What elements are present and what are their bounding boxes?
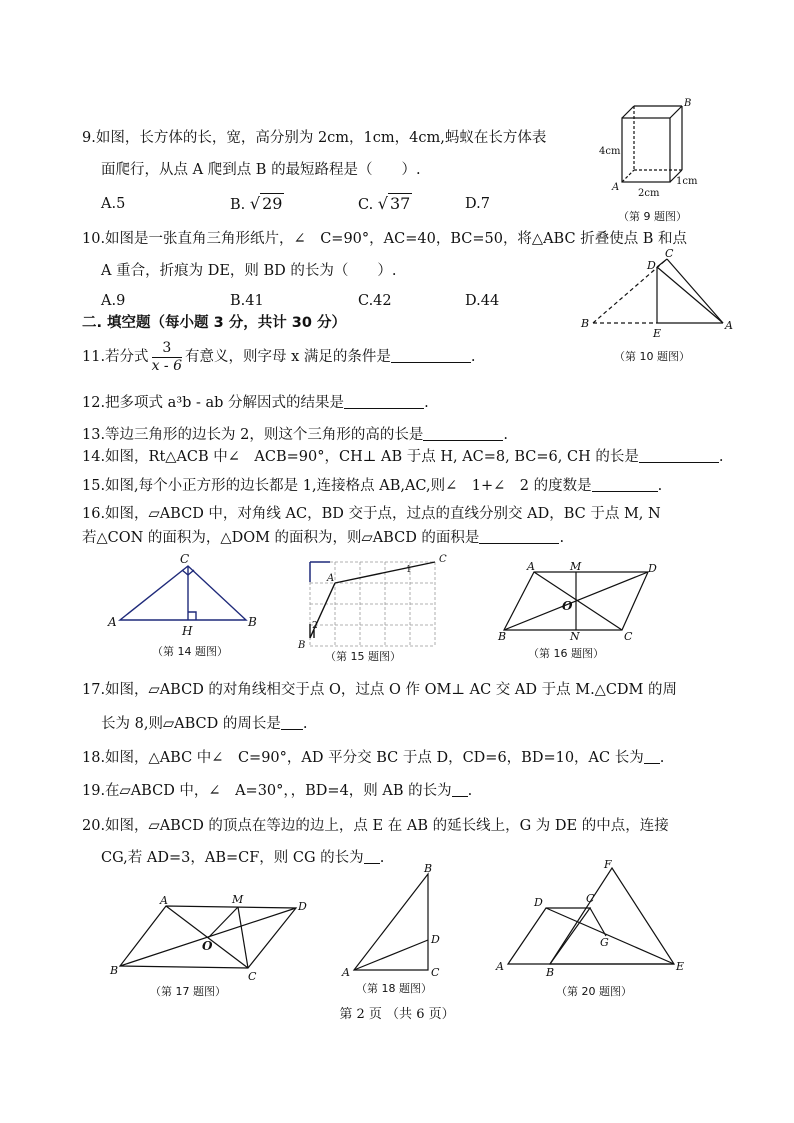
q15: 15.如图,每个小正方形的边长都是 1,连接格点 AB,AC,则∠ 1+∠ 2 的度数是 . [82, 478, 663, 494]
q10-line1: 10.如图是一张直角三角形纸片，∠ C=90°，AC=40，BC=50，将△ABC 折叠使点 B 和点 [82, 231, 688, 247]
q11-fraction: $\frac{3}{x - 6}$ [151, 339, 182, 374]
fig18-label-a: A [342, 966, 350, 979]
q16-line2: 若△CON 的面积为，△DOM 的面积为，则▱ABCD 的面积是 . [82, 530, 565, 546]
fig15-label-c: C [439, 554, 447, 565]
fig17-label-c: C [248, 970, 257, 982]
q18: 18.如图，△ABC 中∠ C=90°，AD 平分交 BC 于点 D，CD=6，BD=10，AC 长为 . [82, 750, 665, 766]
q10-option-d: D.44 [465, 293, 500, 309]
fig16-label-a: A [527, 560, 535, 573]
fig20-label-b: B [546, 966, 555, 979]
q10-option-c: C.42 [358, 293, 392, 309]
fig10-label-d: D [647, 259, 656, 272]
fig10-label-e: E [653, 327, 662, 340]
fig17-label-b: B [110, 964, 119, 977]
q12-answer-blank[interactable] [344, 393, 424, 409]
q9-option-c-radicand: 37 [390, 194, 411, 213]
fig16-label-c: C [624, 630, 633, 643]
q10-option-b: B.41 [230, 293, 264, 309]
q11: 11.若分式 $\frac{3}{x - 6}$ 有意义，则字母 x 满足的条件是 . [82, 339, 476, 374]
q19: 19.在▱ABCD 中，∠ A=30°，，BD=4，则 AB 的长为 . [82, 783, 473, 799]
fig20-label-c: C [586, 892, 595, 905]
fig15-label-a: A [327, 573, 335, 584]
q19-answer-blank[interactable] [452, 781, 468, 797]
fig20-label-g: G [600, 936, 609, 949]
fig15-label-b: B [298, 640, 306, 651]
q10-line2: A 重合，折痕为 DE，则 BD 的长为（ ）. [101, 263, 397, 279]
fig14-label-b: B [248, 615, 257, 629]
fig16-parallelogram [494, 560, 662, 645]
fig18-label-b: B [424, 862, 433, 875]
fig20-label-f: F [604, 858, 612, 871]
q9-option-b: B. √ 29 [230, 194, 283, 213]
fig18-label-c: C [431, 966, 440, 979]
fig20-label-a: A [496, 960, 504, 973]
fig17-label-d: D [298, 900, 307, 913]
fig14-label-a: A [108, 615, 117, 629]
fig17-caption: （第 17 题图） [150, 985, 226, 998]
fig9-cuboid [598, 96, 708, 206]
fig16-label-b: B [498, 630, 507, 643]
q14: 14.如图，Rt△ACB 中∠ ACB=90°，CH⊥ AB 于点 H, AC=8, BC=6, CH 的长是 . [82, 449, 724, 465]
fig10-label-c: C [665, 247, 674, 260]
page-footer: 第 2 页 （共 6 页） [339, 1007, 455, 1022]
q9-option-c: C. √ 37 [358, 194, 411, 213]
fig10-label-b: B [581, 317, 590, 330]
q10-option-a: A.9 [101, 293, 126, 309]
q13-answer-blank[interactable] [423, 425, 503, 441]
q9-option-a: A.5 [101, 196, 126, 212]
q9-option-d: D.7 [465, 196, 490, 212]
q12: 12.把多项式 a³b - ab 分解因式的结果是 . [82, 395, 429, 411]
fig9-caption: （第 9 题图） [618, 210, 687, 223]
q17-line2: 长为 8,则▱ABCD 的周长是 . [101, 716, 308, 732]
fig20-label-d: D [534, 896, 543, 909]
fig17-parallelogram [108, 892, 320, 982]
fig20-label-e: E [676, 960, 685, 973]
q18-answer-blank[interactable] [644, 748, 660, 764]
q13: 13.等边三角形的边长为 2，则这个三角形的高的长是 . [82, 427, 509, 443]
fig10-caption: （第 10 题图） [614, 350, 690, 363]
fig9-label-a: A [612, 182, 620, 193]
fig16-caption: （第 16 题图） [528, 647, 604, 660]
fig17-label-a: A [160, 894, 168, 907]
fig17-label-o: O [202, 939, 213, 953]
fig9-label-length: 2cm [638, 188, 660, 199]
q16-line1: 16.如图，▱ABCD 中，对角线 AC，BD 交于点，过点的直线分别交 AD，BC 于点 M, N [82, 506, 661, 522]
fig16-label-m: M [570, 560, 582, 573]
fig18-label-d: D [431, 933, 440, 946]
q17-answer-blank[interactable] [281, 714, 303, 730]
q9-line1: 9.如图，长方体的长，宽，高分别为 2cm，1cm，4cm,蚂蚁在长方体表 [82, 130, 547, 146]
fig14-label-c: C [180, 552, 190, 566]
fig15-label-angle-2: 2 [312, 621, 318, 631]
q20-line1: 20.如图，▱ABCD 的顶点在等边的边上，点 E 在 AB 的延长线上，G 为 DE 的中点，连接 [82, 818, 669, 834]
fig17-label-m: M [232, 893, 244, 906]
fig18-right-triangle [336, 862, 456, 980]
fig16-label-d: D [648, 562, 657, 575]
fig16-label-o: O [562, 599, 573, 613]
fig20-caption: （第 20 题图） [556, 985, 632, 998]
q14-answer-blank[interactable] [639, 447, 719, 463]
q20-line2: CG,若 AD=3，AB=CF，则 CG 的长为 . [101, 850, 385, 866]
q16-answer-blank[interactable] [479, 528, 559, 544]
q9-option-b-radicand: 29 [262, 194, 283, 213]
fig15-caption: （第 15 题图） [325, 650, 401, 663]
q9-line2: 面爬行，从点 A 爬到点 B 的最短路程是（ ）. [101, 162, 421, 178]
fig14-label-h: H [182, 624, 193, 638]
fig10-label-a: A [725, 319, 733, 332]
section-2-title: 二. 填空题（每小题 3 分，共计 30 分） [82, 315, 347, 331]
fig9-label-height: 4cm [599, 146, 621, 157]
q15-answer-blank[interactable] [592, 476, 658, 492]
fig9-label-width: 1cm [676, 176, 698, 187]
fig10-folded-triangle [575, 245, 740, 340]
fig20-parallelogram-triangle [490, 856, 690, 980]
fig15-grid [294, 552, 452, 652]
fig14-caption: （第 14 题图） [152, 645, 228, 658]
q17-line1: 17.如图，▱ABCD 的对角线相交于点 O，过点 O 作 OM⊥ AC 交 AD 于点 M.△CDM 的周 [82, 682, 678, 698]
fig9-label-b: B [684, 98, 692, 109]
q11-answer-blank[interactable] [391, 347, 471, 363]
fig14-right-triangle [106, 552, 266, 640]
fig15-label-angle-1: 1 [406, 565, 412, 575]
fig18-caption: （第 18 题图） [356, 982, 432, 995]
fig16-label-n: N [570, 630, 580, 643]
